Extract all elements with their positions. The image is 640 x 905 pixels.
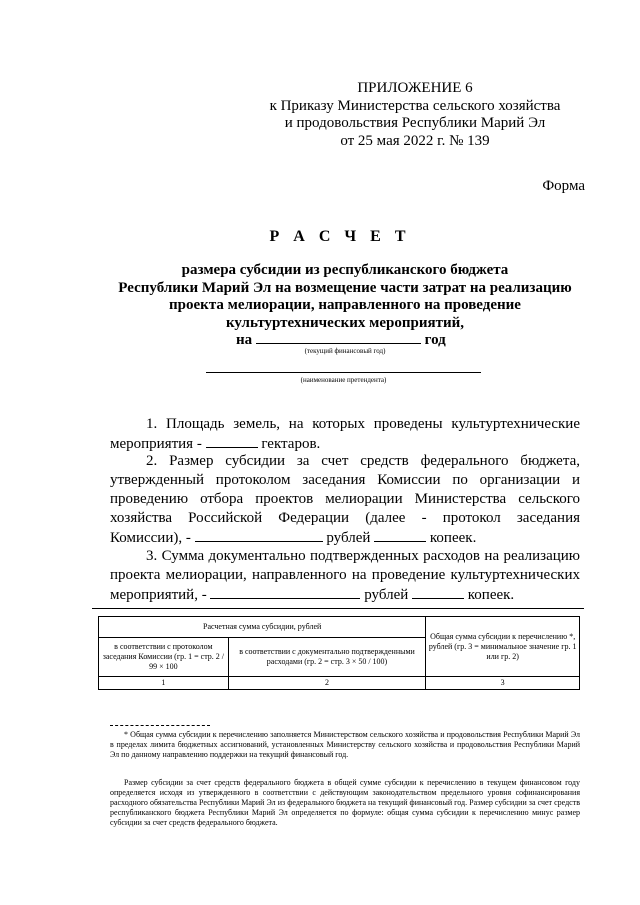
subtitle-line1: размера субсидии из республиканского бюджета [181,262,509,278]
item-3-rub: рублей [364,587,409,603]
period-prefix: на [236,332,253,348]
item-1-text: 1. Площадь земель, на которых проведены культуртехнические мероприятия - [110,416,580,452]
col1-header-cell: в соответствии с протоколом заседания Комиссии (гр. 1 = стр. 2 / 99 × 100 [99,638,229,677]
table-number-row [99,677,580,690]
federal-rub-blank[interactable] [195,528,323,542]
item-2-rub: рублей [326,530,371,546]
item-3 [110,547,580,605]
item-2 [110,452,580,548]
period-suffix: год [424,332,446,348]
appendix-ref-line2: и продовольствия Республики Марий Эл [284,115,546,131]
applicant-caption: (наименование претендента) [300,376,387,384]
appendix-header [250,80,580,150]
col-number-3: 3 [426,677,580,690]
footnote-2: Размер субсидии за счет средств федерального бюджета в общей сумме субсидии к перечислению в текущем финансовом году определяется исходя из утвержденного в соответствии с действующим законодательством предельного уровня софинансирования расходного обязательства Республики Марий Эл из федерального бюджета на текущий финансовый год. Размер субсидии за счет средств республиканского бюджета Республики Марий Эл определяется по формуле: общая сумма субсидии к перечислению минус размер субсидии за счет средств федерального бюджета. [110,778,580,827]
item-3-text: 3. Сумма документально подтвержденных расходов на реализацию проекта мелиорации, направленного на проведение культуртехнических мероприятий, - [110,548,580,603]
form-label: Форма [542,178,585,194]
document-subtitle [110,262,580,332]
calculation-table [98,616,580,690]
header-group-cell: Расчетная сумма субсидии, рублей [99,617,426,638]
item-1 [110,415,580,454]
federal-kop-blank[interactable] [374,528,426,542]
header-total-cell: Общая сумма субсидии к перечислению *, рублей (гр. 3 = минимальное значение гр. 1 или гр. 2) [426,617,580,677]
item-2-text: 2. Размер субсидии за счет средств федерального бюджета, утвержденный протоколом заседания Комиссии по организации и проведению отбора проектов мелиорации Министерства сельского хозяйства Российской Федерации (далее - протокол заседания Комиссии), - [110,453,580,546]
document-title: Р А С Ч Е Т [269,228,411,245]
appendix-number: ПРИЛОЖЕНИЕ 6 [357,80,473,96]
item-2-kop: копеек. [429,530,477,546]
table-top-rule [92,608,584,609]
col-number-1: 1 [99,677,229,690]
expenses-kop-blank[interactable] [412,585,464,599]
item-1-unit: гектаров. [261,436,321,452]
period-blank[interactable] [256,330,421,344]
col-number-2: 2 [228,677,426,690]
applicant-blank[interactable] [206,372,481,373]
appendix-ref-line1: к Приказу Министерства сельского хозяйства [269,97,561,114]
expenses-rub-blank[interactable] [210,585,360,599]
appendix-date: от 25 мая 2022 г. № 139 [340,132,490,149]
period-caption: (текущий финансовый год) [304,347,386,355]
subtitle-line4: культуртехнических мероприятий, [225,314,464,331]
footnote-1: * Общая сумма субсидии к перечислению заполняется Министерством сельского хозяйства и продовольствия Республики Марий Эл в пределах лимита бюджетных ассигнований, установленных Министерству сельского хозяйства и продовольствия Республики Марий Эл по данному направлению поддержки на текущий финансовый год. [110,730,580,759]
subtitle-line3: проекта мелиорации, направленного на проведение [169,297,521,313]
subtitle-line2: Республики Марий Эл на возмещение части затрат на реализацию [118,279,572,296]
area-blank[interactable] [206,434,258,448]
item-3-kop: копеек. [467,587,515,603]
col2-header-cell: в соответствии с документально подтвержденными расходами (гр. 2 = стр. 3 × 50 / 100) [228,638,426,677]
footnote-separator [110,725,210,726]
table-header-row [99,617,580,638]
